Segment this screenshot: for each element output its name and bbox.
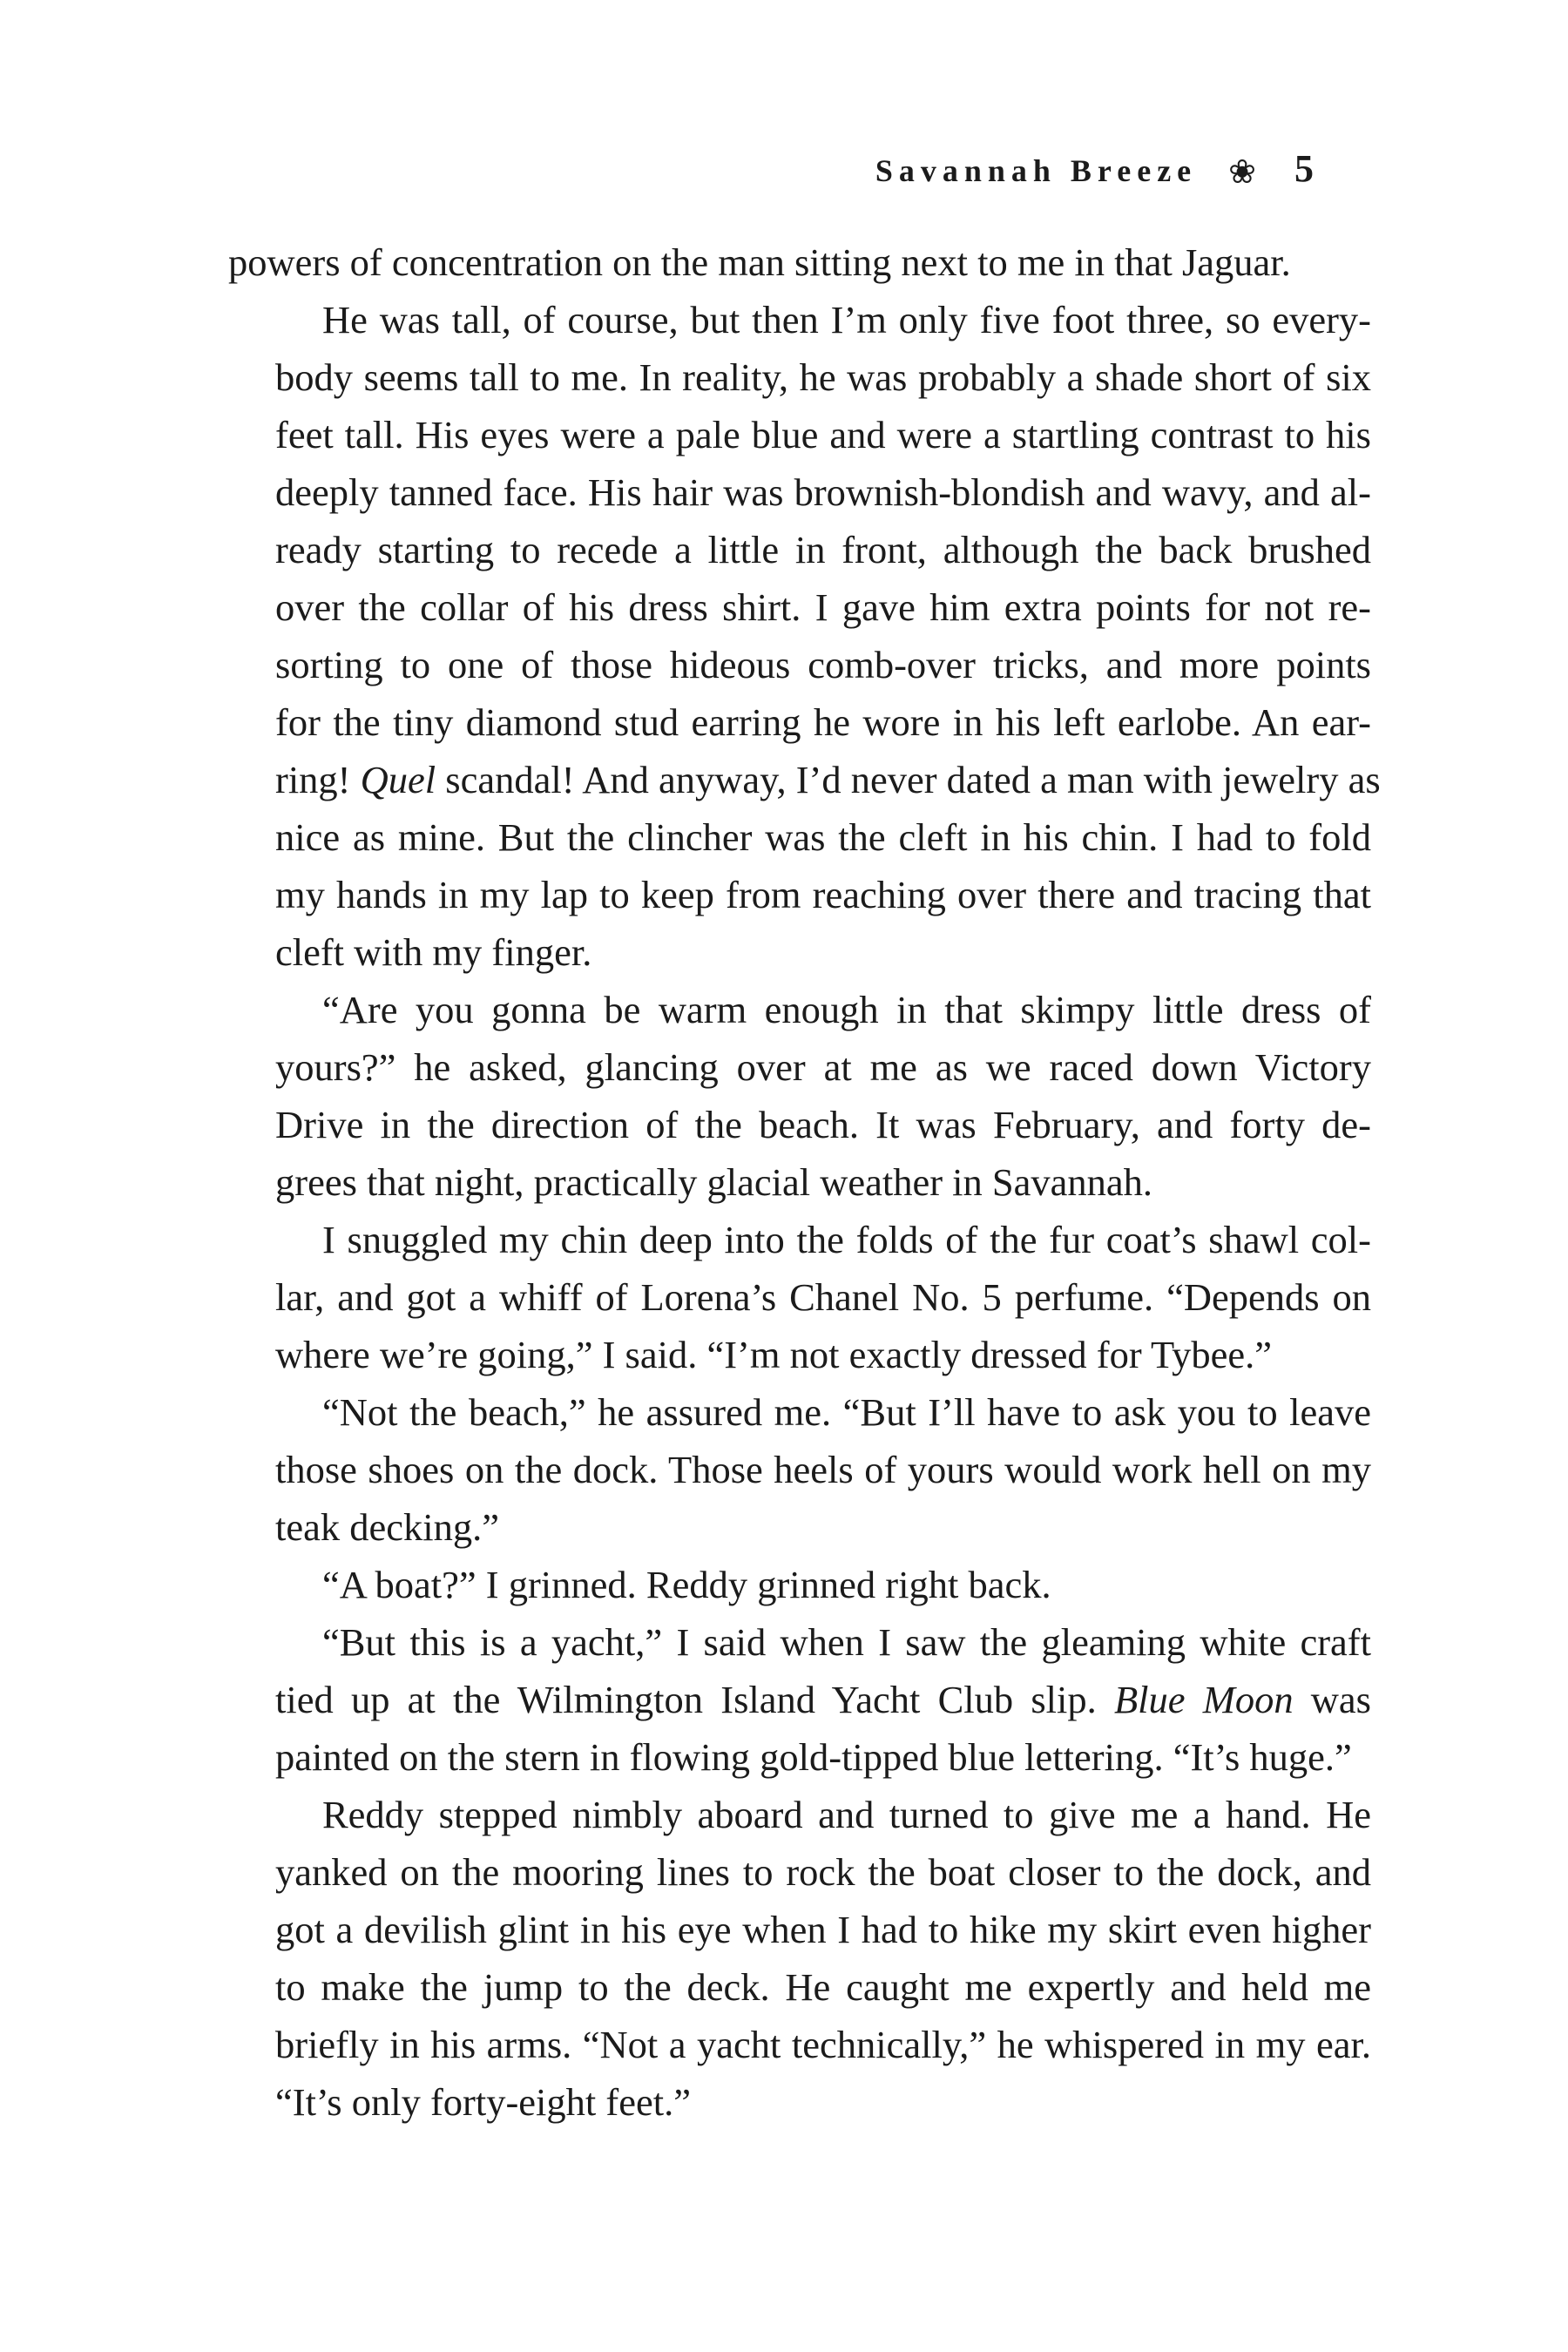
paragraph-p4	[228, 1383, 1371, 1556]
text-line: deeply tanned face. His hair was brownish-blondish and wavy, and al-	[275, 470, 1371, 514]
text-line: yanked on the mooring lines to rock the boat closer to the dock, and	[275, 1850, 1371, 1894]
text-line: yours?” he asked, glancing over at me as we raced down Victory	[275, 1045, 1371, 1089]
paragraph-p2	[228, 981, 1371, 1211]
text-line: I snuggled my chin deep into the folds of the fur coat’s shawl col-	[322, 1218, 1371, 1261]
text-line: cleft with my finger.	[275, 930, 592, 974]
paragraph-p0	[228, 233, 1371, 291]
paragraph-p5	[228, 1556, 1371, 1613]
running-head	[875, 146, 1314, 191]
text-line: nice as mine. But the clincher was the cleft in his chin. I had to fold	[275, 815, 1371, 859]
text-line: Drive in the direction of the beach. It was February, and forty de-	[275, 1103, 1371, 1146]
flower-ornament-icon: ❀	[1228, 154, 1256, 191]
text-line: feet tall. His eyes were a pale blue and were a startling contrast to his	[275, 413, 1371, 456]
text-line: ring! Quel scandal! And anyway, I’d never dated a man with jewelry as	[275, 758, 1381, 801]
text-line: those shoes on the dock. Those heels of yours would work hell on my	[275, 1448, 1371, 1491]
italic-title: Quel	[360, 758, 436, 801]
running-title: Savannah Breeze	[875, 153, 1198, 188]
page-number: 5	[1294, 147, 1314, 190]
text-line: lar, and got a whiff of Lorena’s Chanel No. 5 perfume. “Depends on	[275, 1275, 1371, 1319]
text-line: “But this is a yacht,” I said when I saw the gleaming white craft	[322, 1620, 1371, 1664]
text-line: briefly in his arms. “Not a yacht technically,” he whispered in my ear.	[275, 2023, 1371, 2066]
text-line: “It’s only forty-eight feet.”	[275, 2080, 691, 2124]
text-line: my hands in my lap to keep from reaching over there and tracing that	[275, 873, 1371, 916]
text-line: He was tall, of course, but then I’m only five foot three, so every-	[322, 298, 1371, 341]
text-line: powers of concentration on the man sitting next to me in that Jaguar.	[228, 240, 1291, 284]
text-line: over the collar of his dress shirt. I gave him extra points for not re-	[275, 585, 1371, 629]
text-line: grees that night, practically glacial weather in Savannah.	[275, 1160, 1153, 1204]
text-line: Reddy stepped nimbly aboard and turned to give me a hand. He	[322, 1793, 1371, 1836]
text-line: “A boat?” I grinned. Reddy grinned right back.	[322, 1563, 1051, 1606]
text-line: “Not the beach,” he assured me. “But I’ll have to ask you to leave	[322, 1390, 1371, 1434]
paragraph-p7	[228, 1786, 1371, 2131]
paragraph-p3	[228, 1211, 1371, 1383]
italic-title: Blue Moon	[1113, 1678, 1294, 1721]
text-line: painted on the stern in flowing gold-tipped blue lettering. “It’s huge.”	[275, 1735, 1352, 1779]
text-line: sorting to one of those hideous comb-over tricks, and more points	[275, 643, 1371, 686]
body-text	[228, 233, 1381, 2131]
text-line: to make the jump to the deck. He caught me expertly and held me	[275, 1965, 1371, 2009]
text-line: got a devilish glint in his eye when I had to hike my skirt even higher	[275, 1908, 1371, 1951]
text-line: ready starting to recede a little in front, although the back brushed	[275, 528, 1371, 571]
paragraph-p6	[228, 1613, 1371, 1786]
text-line: “Are you gonna be warm enough in that skimpy little dress of	[322, 988, 1371, 1031]
text-line: where we’re going,” I said. “I’m not exactly dressed for Tybee.”	[275, 1333, 1272, 1376]
text-line: tied up at the Wilmington Island Yacht Club slip. Blue Moon was	[275, 1678, 1371, 1721]
text-line: teak decking.”	[275, 1505, 499, 1549]
text-line: for the tiny diamond stud earring he wore in his left earlobe. An ear-	[275, 700, 1371, 744]
text-line: body seems tall to me. In reality, he was probably a shade short of six	[275, 355, 1371, 399]
paragraph-p1	[228, 291, 1381, 981]
